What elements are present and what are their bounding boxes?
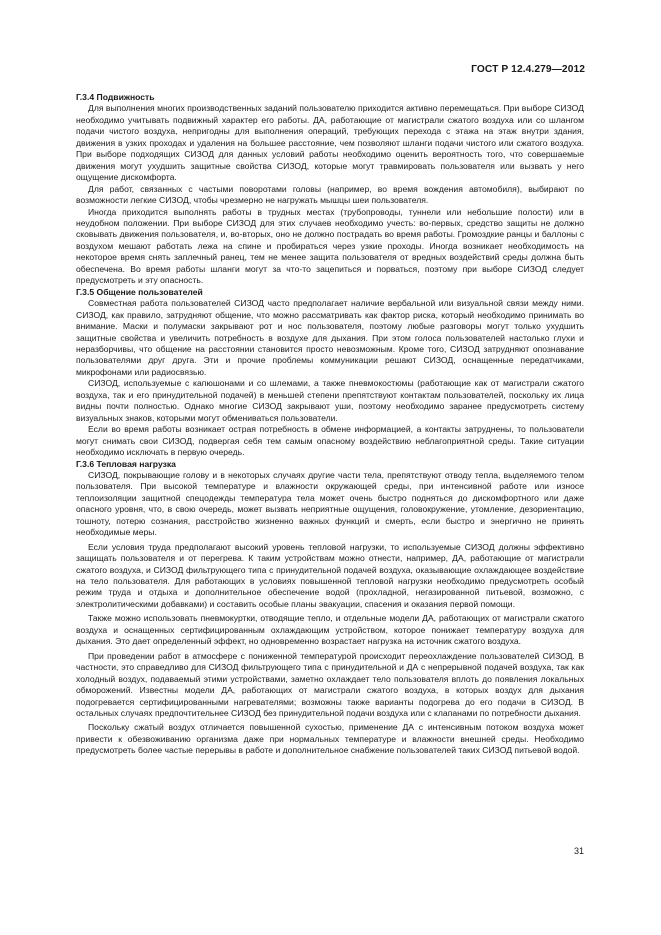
paragraph: Для работ, связанных с частыми поворотами головы (например, во время вождения автомобиля), выбирают по возможности легкие СИЗОД, чтобы чрезмерно не нагружать мышцы шеи пользователя. xyxy=(76,183,584,206)
paragraph: Также можно использовать пневмокуртки, отводящие тепло, и отдельные модели ДА, работающих от магистрали сжатого воздуха и оснащенных сертифицированным охлаждающим устройством, которое понижает температуру воздуха для дыхания. Это дает определенный эффект, но одновременно возрастает нагрузка на источник сжатого воздуха. xyxy=(76,613,584,647)
paragraph: Совместная работа пользователей СИЗОД часто предполагает наличие вербальной или визуальной связи между ними. СИЗОД, как правило, затрудняют общение, что можно рассматривать как фактор риска, который необходимо принимать во внимание. Маски и полумаски закрывают рот и нос пользователя, поэтому любые разговоры могут только ухудшить защитные свойства и увеличить потребность в воздухе для дыхания. При этом голоса пользователей настолько глухи и неразборчивы, что общение на расстоянии становится просто невозможным. Кроме того, СИЗОД затрудняют опознавание пользователями друг друга. Эти и прочие проблемы коммуникации решают СИЗОД, оснащенные передатчиками, микрофонами или радиосвязью. xyxy=(76,298,584,377)
paragraph: СИЗОД, используемые с капюшонами и со шлемами, а также пневмокостюмы (работающие как от магистрали сжатого воздуха, так и его принудительной подачей) в меньшей степени препятствуют контактам пользователей, поскольку их лица видны почти полностью. Однако многие СИЗОД закрывают уши, поэтому необходимо заранее предусмотреть систему визуальных знаков, которыми могут обмениваться пользователи. xyxy=(76,378,584,423)
document-body xyxy=(76,92,584,757)
section-heading-communication: Г.3.5 Общение пользователей xyxy=(76,286,203,297)
paragraph: Поскольку сжатый воздух отличается повышенной сухостью, применение ДА с интенсивным потоком воздуха может привести к обезвоживанию организма даже при нормальных температуре и влажности внешней среды. Необходимо предусмотреть более частые перерывы в работе и дополнительное снабжение пользователей таких СИЗОД питьевой водой. xyxy=(76,722,584,756)
paragraph: Иногда приходится выполнять работы в трудных местах (трубопроводы, туннели или небольшие полости) или в неудобном положении. При выборе СИЗОД для этих случаев необходимо учесть: во-первых, средство защиты не должно сковывать движения пользователя, и, во-вторых, оно не должно пострадать во время работы. Громоздкие ранцы и баллоны с воздухом мешают работать лежа на спине и пробираться через узкие проходы. Иногда возникает необходимость на некоторое время снять заплечный ранец, тем не менее защита пользователя от вредных воздействий среды должна быть обеспечена. Во время работы шланги могут за что-то зацепиться и порваться, поэтому при выборе СИЗОД следует предусмотреть и эту опасность. xyxy=(76,206,584,286)
paragraph: Если условия труда предполагают высокий уровень тепловой нагрузки, то используемые СИЗОД должны эффективно защищать пользователя и от перегрева. К таким устройствам можно отнести, например, ДА, работающие от магистрали сжатого воздуха, и СИЗОД фильтрующего типа с принудительной подачей воздуха, оказывающие охлаждающее воздействие на тело пользователя. Для работающих в условиях повышенной тепловой нагрузки необходимо предусмотреть особый режим труда и отдыха и дополнительное обеспечение водой (прохладной, негазированной питьевой, возможно, с электролитическими добавками) и составить особые планы эвакуации, спасения и оказания первой помощи. xyxy=(76,541,584,609)
document-code: ГОСТ Р 12.4.279—2012 xyxy=(471,64,585,75)
page-number: 31 xyxy=(573,846,584,856)
paragraph: Если во время работы возникает острая потребность в обмене информацией, а контакты затруднены, то пользователи могут снимать свои СИЗОД, подвергая себя тем самым опасному воздействию неблагоприятной среды. Такие ситуации необходимо исключать в первую очередь. xyxy=(76,424,584,458)
section-heading-mobility: Г.3.4 Подвижность xyxy=(76,92,155,102)
paragraph: СИЗОД, покрывающие голову и в некоторых случаях другие части тела, препятствуют отводу тепла, выделяемого телом пользователя. При высокой температуре и влажности окружающей среды, при интенсивной работе или износе теплоизоляции защитной спецодежды температура тела может очень быстро подняться до дискомфортного или даже опасного уровня, что, в свою очередь, может вызвать неприятные ощущения, головокружение, утомление, дезориентацию, тошноту, потерю сознания, расстройство жизненно важных функций и смерть, если быстро и энергично не принять необходимые меры. xyxy=(76,469,584,538)
paragraph: При проведении работ в атмосфере с пониженной температурой происходит переохлаждение пользователей СИЗОД. В частности, это справедливо для СИЗОД фильтрующего типа с принудительной и ДА с непрерывной подачей воздуха, так как холодный воздух, подаваемый этими устройствами, заметно охлаждает тело пользователя вплоть до появления локальных обморожений. Известны модели ДА, работающих от магистрали сжатого воздуха, в которых воздух для дыхания подогревается сертифицированными нагревателями; возможны также варианты подогрева до его подачи в СИЗОД. В остальных случаях предпочтительнее СИЗОД без принудительной подачи воздуха или с клапанами по потребности дыхания. xyxy=(76,650,584,719)
paragraph: Для выполнения многих производственных заданий пользователю приходится активно перемещаться. При выборе СИЗОД необходимо учитывать подвижный характер его работы. ДА, работающие от магистрали сжатого воздуха или со шлангом подачи чистого воздуха, непригодны для выполнения операций, требующих перехода с этажа на этаж внутри здания, движения в узких проходах и удаления на большее расстояние, чем позволяют шланги подачи чистого или сжатого воздуха. При выборе подходящих СИЗОД для данных условий работы необходимо оценить вероятность того, что совершаемые движения могут ухудшить защитные свойства СИЗОД, которые могут травмировать пользователя или вызвать у него ощущение дискомфорта. xyxy=(76,103,584,183)
section-heading-heat-load: Г.3.6 Тепловая нагрузка xyxy=(76,458,176,469)
